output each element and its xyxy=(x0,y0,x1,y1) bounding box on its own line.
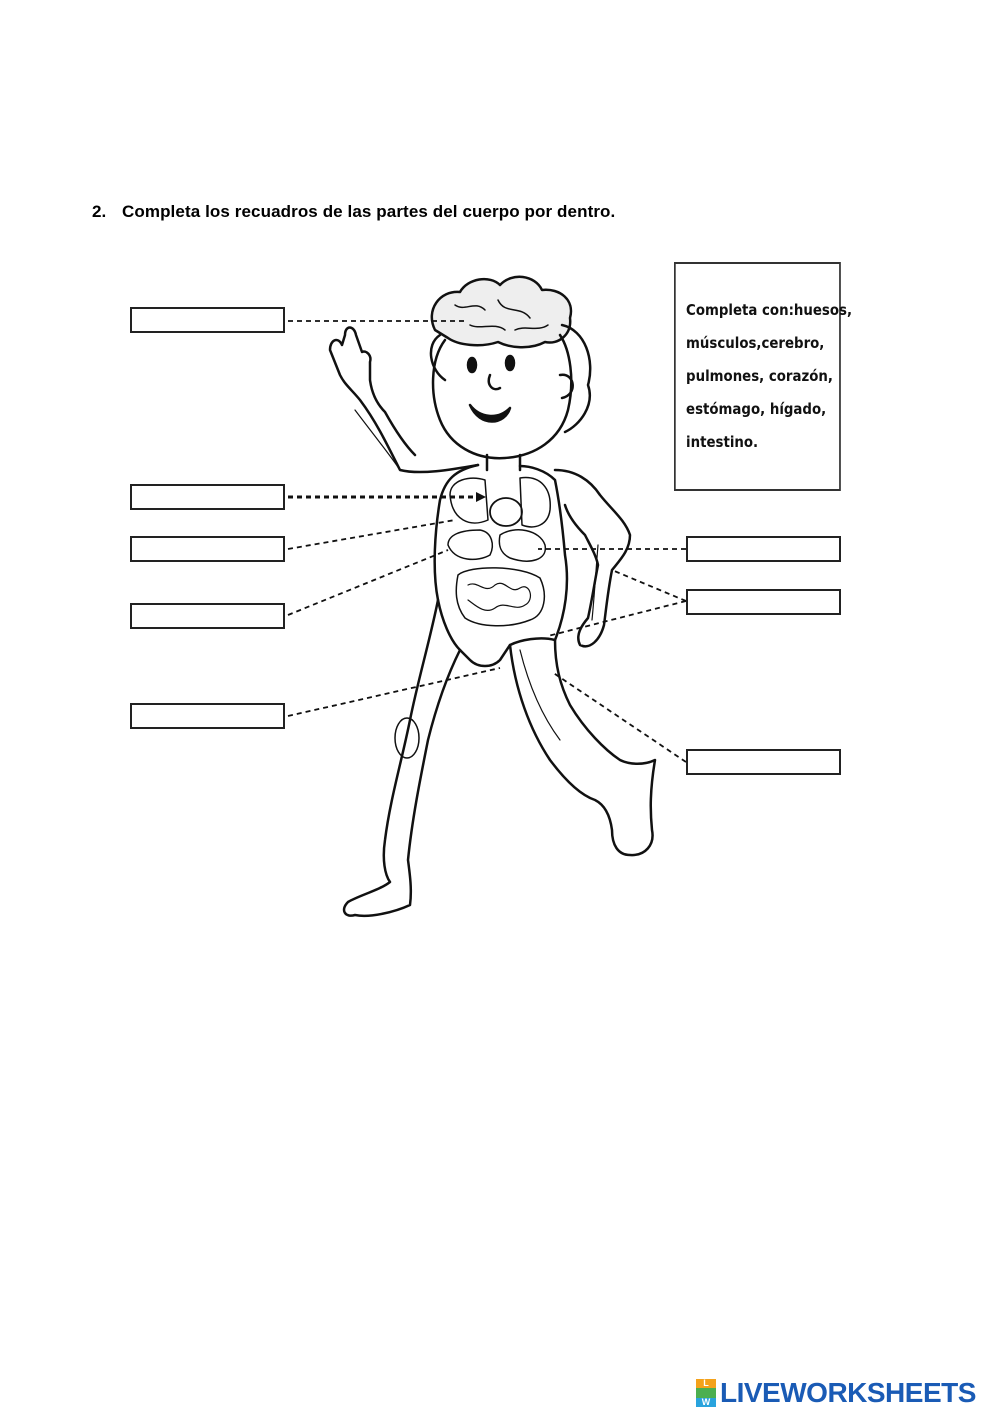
answer-box-3[interactable] xyxy=(130,536,285,562)
liveworksheets-logo xyxy=(696,1378,976,1408)
left-leg xyxy=(344,600,460,916)
logo-text: LIVEWORKSHEETS xyxy=(720,1377,976,1408)
word-bank-line: intestino. xyxy=(686,433,759,451)
torso-outline xyxy=(435,465,567,666)
brain-icon xyxy=(432,277,571,347)
logo-mark-letter: L xyxy=(696,1379,716,1388)
logo-mark-letter: W xyxy=(696,1398,716,1407)
word-bank-line: estómago, hígado, xyxy=(686,400,827,418)
answer-box-4[interactable] xyxy=(130,603,285,629)
word-bank-line: Completa con:huesos, xyxy=(686,301,853,319)
answer-box-1[interactable] xyxy=(130,307,285,333)
answer-box-2[interactable] xyxy=(130,484,285,510)
word-bank-line: músculos,cerebro, xyxy=(686,334,825,352)
word-bank-line: pulmones, corazón, xyxy=(686,367,833,385)
instruction-number: 2. xyxy=(92,202,107,221)
raised-arm xyxy=(330,328,478,473)
head-outline xyxy=(433,335,571,458)
word-bank xyxy=(674,262,853,491)
answer-box-7[interactable] xyxy=(686,589,841,615)
answer-box-6[interactable] xyxy=(686,536,841,562)
answer-box-5[interactable] xyxy=(130,703,285,729)
logo-mark-icon xyxy=(696,1379,716,1407)
right-leg xyxy=(510,640,655,855)
answer-box-8[interactable] xyxy=(686,749,841,775)
instruction-text: Completa los recuadros de las partes del cuerpo por dentro. xyxy=(122,202,616,221)
